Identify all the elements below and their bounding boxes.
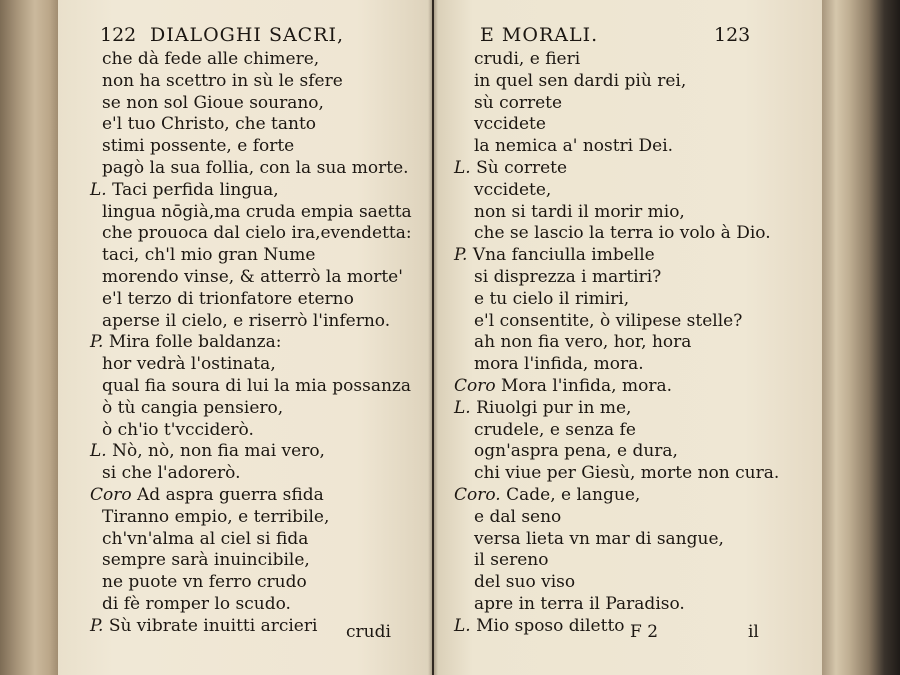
text-line	[454, 484, 640, 506]
verse-text: Sù correte	[476, 158, 568, 178]
verse-text: del suo viso	[474, 572, 576, 593]
verse-text: Tiranno empio, e terribile,	[102, 506, 330, 527]
verse-text: chi viue per Giesù, morte non cura.	[474, 463, 780, 484]
text-line	[102, 528, 308, 550]
text-line	[454, 375, 672, 397]
speaker-label: P.	[90, 332, 109, 353]
verse-text: che prouoca dal cielo ira,evendetta:	[102, 223, 412, 244]
text-line	[454, 157, 567, 179]
verse-text: Cade, e langue,	[506, 485, 641, 505]
text-line	[102, 571, 307, 593]
verse-text: e'l tuo Christo, che tanto	[102, 114, 317, 135]
text-line	[474, 48, 580, 70]
left-page	[58, 0, 432, 675]
text-line	[102, 419, 254, 441]
right-signature: F 2	[630, 622, 659, 642]
verse-text: sù correte	[474, 92, 563, 113]
verse-text: lingua nōgià,ma cruda empia saetta	[102, 201, 412, 222]
verse-text: versa lieta vn mar di sangue,	[474, 528, 724, 549]
right-page	[434, 0, 822, 675]
verse-text: Mora l'infida, mora.	[501, 376, 673, 396]
verse-text: vccidete	[474, 114, 546, 135]
text-line	[102, 157, 409, 179]
text-line	[102, 70, 343, 92]
text-line	[474, 310, 742, 332]
verse-text: Ad aspra guerra sfida	[137, 485, 324, 505]
verse-text: se non sol Gioue sourano,	[102, 92, 324, 113]
text-line	[474, 528, 724, 550]
right-catchword: il	[748, 622, 759, 642]
right-running-head: E MORALI.	[480, 24, 599, 46]
speaker-label: Coro	[90, 485, 138, 505]
text-line	[102, 201, 412, 223]
verse-text: aperse il cielo, e riserrò l'inferno.	[102, 310, 391, 331]
text-line	[102, 506, 329, 528]
verse-text: Riuolgi pur in me,	[476, 397, 632, 418]
right-book-edge	[822, 0, 900, 675]
left-running-head: DIALOGHI SACRI,	[150, 24, 345, 46]
verse-text: qual fia soura di lui la mia possanza	[102, 376, 412, 396]
speaker-label: P.	[454, 245, 473, 266]
verse-text: ò ch'io t'vcciderò.	[102, 419, 254, 440]
verse-text: apre in terra il Paradiso.	[474, 594, 685, 614]
verse-text: e'l consentite, ò vilipese stelle?	[474, 310, 743, 331]
left-page-number: 122	[100, 24, 137, 46]
speaker-label: L.	[454, 397, 477, 418]
text-line	[474, 70, 686, 92]
text-line	[102, 310, 390, 332]
text-line	[90, 440, 325, 462]
verse-text: mora l'infida, mora.	[474, 354, 644, 375]
verse-text: ò tù cangia pensiero,	[102, 397, 284, 418]
verse-text: e tu cielo il rimiri,	[474, 288, 630, 309]
text-line	[90, 615, 317, 637]
speaker-label: P.	[90, 615, 109, 636]
text-line	[474, 571, 575, 593]
left-catchword: crudi	[346, 622, 391, 642]
verse-text: hor vedrà l'ostinata,	[102, 354, 276, 375]
text-line	[474, 549, 548, 571]
verse-text: ch'vn'alma al ciel si fida	[102, 528, 309, 549]
verse-text: crudi, e fieri	[474, 49, 581, 69]
text-line	[102, 288, 354, 310]
text-line	[474, 288, 629, 310]
verse-text: sempre sarà inuincibile,	[102, 550, 310, 571]
verse-text: non ha scettro in sù le sfere	[102, 70, 343, 91]
text-line	[454, 397, 631, 419]
text-line	[454, 244, 655, 266]
verse-text: che dà fede alle chimere,	[102, 49, 320, 69]
speaker-label: Coro.	[454, 485, 507, 505]
verse-text: che se lascio la terra io volo à Dio.	[474, 223, 771, 244]
text-line	[102, 353, 276, 375]
text-line	[474, 266, 661, 288]
verse-text: in quel sen dardi più rei,	[474, 70, 687, 91]
text-line	[102, 113, 316, 135]
speaker-label: L.	[454, 158, 477, 178]
verse-text: si disprezza i martiri?	[474, 267, 662, 287]
verse-text: stimi possente, e forte	[102, 136, 295, 157]
text-line	[102, 222, 412, 244]
text-line	[474, 92, 562, 114]
text-line	[474, 593, 685, 615]
verse-text: vccidete,	[474, 179, 552, 200]
text-line	[474, 113, 546, 135]
text-line	[474, 440, 678, 462]
verse-text: di fè romper lo scudo.	[102, 594, 291, 614]
text-line	[474, 419, 636, 441]
text-line	[454, 615, 625, 637]
text-line	[90, 331, 281, 353]
text-line	[102, 135, 294, 157]
verse-text: si che l'adorerò.	[102, 463, 241, 484]
text-line	[474, 201, 685, 223]
text-line	[102, 244, 315, 266]
verse-text: Taci perfida lingua,	[112, 179, 279, 200]
text-line	[474, 179, 551, 201]
text-line	[90, 484, 324, 506]
verse-text: la nemica a' nostri Dei.	[474, 136, 674, 157]
verse-text: Nò, nò, non fia mai vero,	[112, 441, 325, 462]
verse-text: e dal seno	[474, 506, 562, 527]
text-line	[102, 266, 403, 288]
verse-text: taci, ch'l mio gran Nume	[102, 245, 316, 266]
verse-text: pagò la sua follia, con la sua morte.	[102, 158, 409, 178]
text-line	[474, 353, 644, 375]
verse-text: Mio sposo diletto	[476, 615, 625, 636]
text-line	[474, 222, 771, 244]
verse-text: Sù vibrate inuitti arcieri	[108, 615, 318, 636]
speaker-label: L.	[90, 179, 113, 200]
verse-text: Vna fanciulla imbelle	[472, 245, 655, 266]
verse-text: Mira folle baldanza:	[108, 332, 282, 353]
verse-text: morendo vinse, & atterrò la morte'	[102, 267, 403, 287]
text-line	[102, 549, 310, 571]
speaker-label: Coro	[454, 376, 502, 396]
verse-text: crudele, e senza fe	[474, 419, 636, 440]
left-book-edge	[0, 0, 58, 675]
text-line	[102, 92, 324, 114]
text-line	[474, 506, 561, 528]
verse-text: non si tardi il morir mio,	[474, 201, 685, 222]
verse-text: e'l terzo di trionfatore eterno	[102, 288, 354, 309]
text-line	[102, 375, 411, 397]
speaker-label: L.	[454, 615, 477, 636]
right-page-number: 123	[714, 24, 751, 46]
book-gutter	[428, 0, 438, 675]
text-line	[102, 462, 241, 484]
text-line	[474, 331, 691, 353]
text-line	[474, 135, 673, 157]
verse-text: ne puote vn ferro crudo	[102, 572, 307, 593]
speaker-label: L.	[90, 441, 113, 462]
verse-text: il sereno	[474, 550, 549, 571]
verse-text: ogn'aspra pena, e dura,	[474, 441, 678, 462]
verse-text: ah non fia vero, hor, hora	[474, 332, 692, 353]
text-line	[102, 593, 291, 615]
text-line	[90, 179, 279, 201]
text-line	[102, 397, 283, 419]
text-line	[474, 462, 779, 484]
text-line	[102, 48, 319, 70]
